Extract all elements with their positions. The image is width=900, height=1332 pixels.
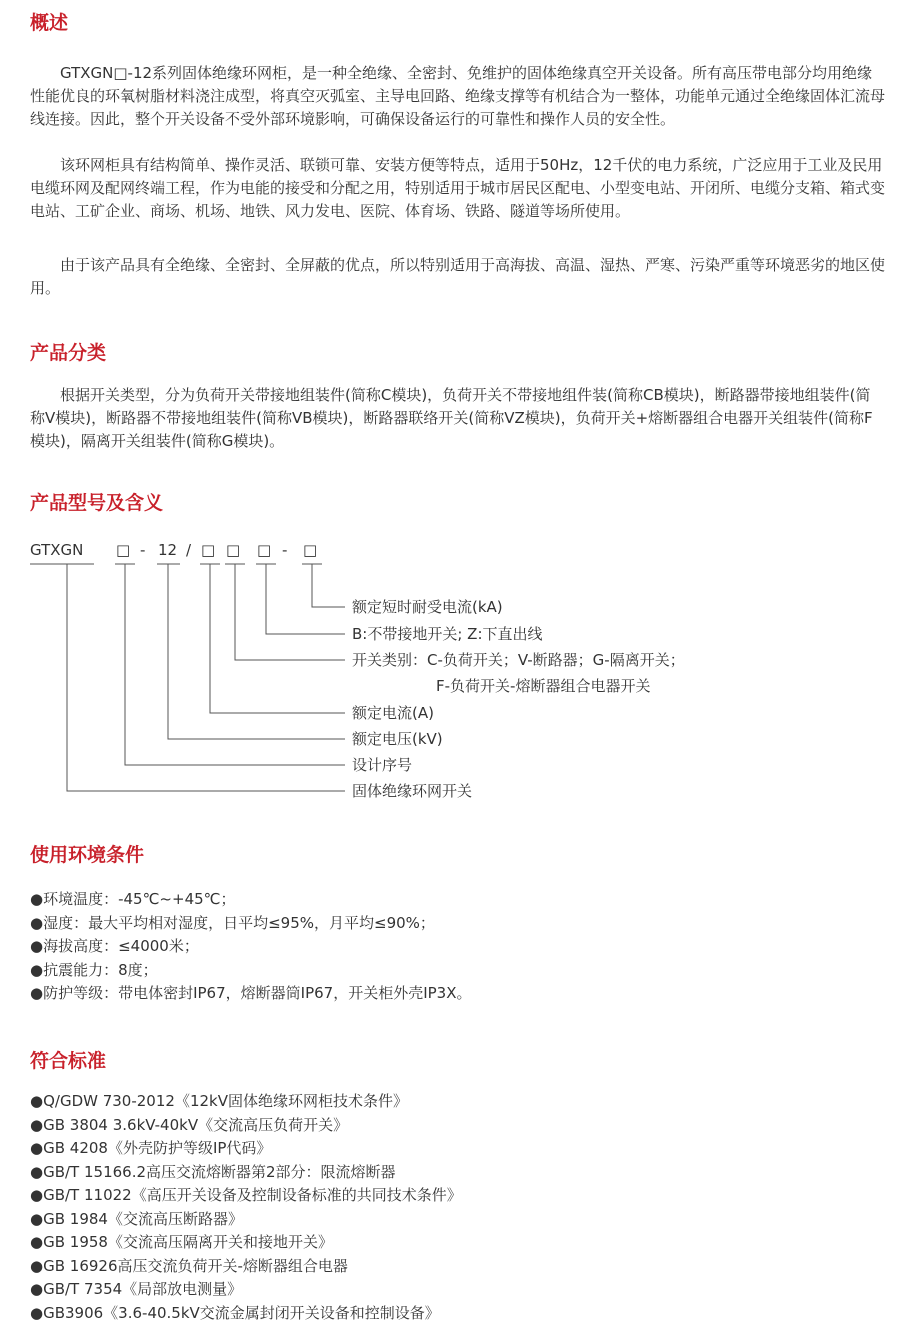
code-voltage: 12 [158,541,178,559]
code-dash-1: - [140,541,146,559]
label-switch-type: 开关类别：C-负荷开关；V-断路器；G-隔离开关； [352,651,685,669]
standards-list [30,1090,462,1325]
classification-paragraph: 根据开关类型，分为负荷开关带接地组装件(简称C模块)，负荷开关不带接地组件装(简称CB模块)，断路器带接地组装件(简称V模块)，断路器不带接地组装件(简称VB模块)，断路器联络开关(简称VZ模块)，负荷开关+熔断器组合电器开关组装件(简称F模块)，隔离开关组装件(简称G模块)。 [30,386,873,450]
standard-item: ●GB/T 11022《高压开关设备及控制设备标准的共同技术条件》 [30,1186,462,1204]
environment-item: ●海拔高度：≤4000米； [30,937,199,955]
code-prefix: GTXGN [30,541,84,559]
overview-paragraph-1: GTXGN□-12系列固体绝缘环网柜，是一种全绝缘、全密封、免维护的固体绝缘真空开关设备。所有高压带电部分均用绝缘性能优良的环氧树脂材料浇注成型，将真空灭弧室、主导电回路、绝缘支撑等有机结合为一整体，功能单元通过全绝缘固体汇流母线连接。因此，整个开关设备不受外部环境影响，可确保设备运行的可靠性和操作人员的安全性。 [30,64,886,128]
standard-item: ●GB 16926高压交流负荷开关-熔断器组合电器 [30,1256,348,1275]
connector-current [210,564,345,713]
standard-item: ●Q/GDW 730-2012《12kV固体绝缘环网柜技术条件》 [30,1092,408,1110]
environment-item: ●防护等级：带电体密封IP67，熔断器筒IP67，开关柜外壳IP3X。 [30,984,472,1002]
code-slash: / [186,541,192,559]
classification-heading: 产品分类 [30,342,107,364]
environment-list [30,888,472,1006]
standard-item: ●GB 1984《交流高压断路器》 [30,1209,243,1228]
code-dash-2: - [282,541,288,559]
environment-item: ●抗震能力：8度； [30,960,158,979]
environment-item: ●湿度：最大平均相对湿度，日平均≤95%，月平均≤90%； [30,913,435,932]
standard-item: ●GB3906《3.6-40.5kV交流金属封闭开关设备和控制设备》 [30,1303,440,1322]
code-box-kA: □ [303,541,318,559]
overview-heading: 概述 [30,12,69,34]
label-design-serial: 设计序号 [352,756,413,774]
label-grounding-option: B:不带接地开关; Z:下直出线 [352,625,543,643]
code-box-type: □ [226,541,241,559]
standard-item: ●GB 1958《交流高压隔离开关和接地开关》 [30,1233,333,1251]
label-product-name: 固体绝缘环网开关 [352,782,473,800]
connector-option [266,564,345,634]
code-box-option: □ [257,541,272,559]
standard-item: ●GB/T 7354《局部放电测量》 [30,1280,243,1298]
environment-heading: 使用环境条件 [30,844,145,866]
model-heading: 产品型号及含义 [30,492,164,514]
overview-paragraph-2: 该环网柜具有结构简单、操作灵活、联锁可靠、安装方便等特点，适用于50Hz，12千伏的电力系统，广泛应用于工业及民用电缆环网及配网终端工程，作为电能的接受和分配之用，特别适用于城市居民区配电、小型变电站、开闭所、电缆分支箱、箱式变电站、工矿企业、商场、机场、地铁、风力发电、医院、体育场、铁路、隧道等场所使用。 [30,156,886,220]
standard-item: ●GB 3804 3.6kV-40kV《交流高压负荷开关》 [30,1115,349,1134]
model-code-diagram [0,520,900,810]
connector-kA [312,564,345,607]
label-rated-current: 额定电流(A) [352,704,434,722]
environment-item: ●环境温度：-45℃~+45℃； [30,890,236,908]
standard-item: ●GB/T 15166.2高压交流熔断器第2部分：限流熔断器 [30,1162,396,1181]
label-switch-type-cont: F-负荷开关-熔断器组合电器开关 [436,677,651,695]
overview-paragraph-3: 由于该产品具有全绝缘、全密封、全屏蔽的优点，所以特别适用于高海拔、高温、湿热、严寒、污染严重等环境恶劣的地区使用。 [30,256,886,297]
standards-heading: 符合标准 [30,1050,107,1072]
connector-type [235,564,345,660]
label-rated-voltage: 额定电压(kV) [352,730,443,748]
label-rated-short-time-current: 额定短时耐受电流(kA) [352,598,503,616]
standard-item: ●GB 4208《外壳防护等级IP代码》 [30,1139,272,1157]
connector-prefix [67,564,345,791]
code-box-design: □ [116,541,131,559]
code-box-current: □ [201,541,216,559]
